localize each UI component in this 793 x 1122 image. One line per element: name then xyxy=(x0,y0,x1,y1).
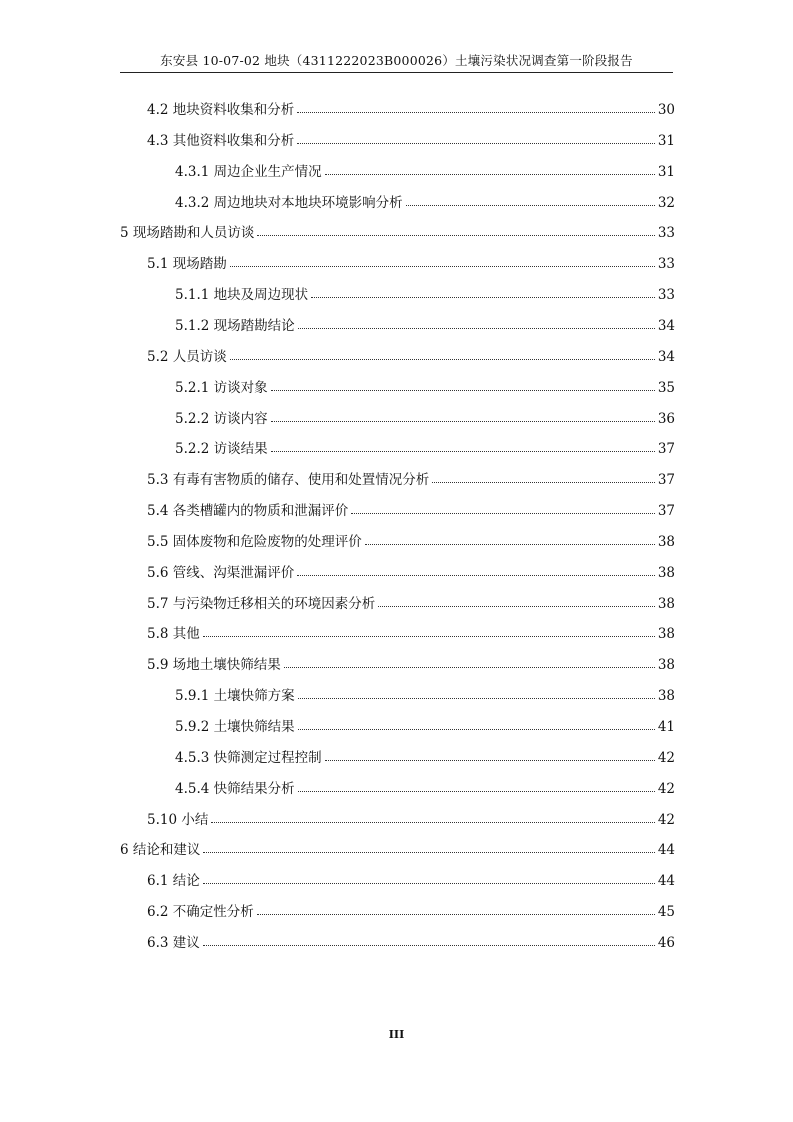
toc-entry-title: 5.5 固体废物和危险废物的处理评价 xyxy=(147,533,362,550)
toc-dot-leader xyxy=(203,852,654,853)
toc-entry-page: 38 xyxy=(657,657,675,674)
toc-entry[interactable] xyxy=(147,343,675,365)
toc-dot-leader xyxy=(365,544,655,545)
toc-entry-page: 38 xyxy=(657,564,675,581)
toc-entry-page: 46 xyxy=(657,934,675,951)
toc-entry-page: 38 xyxy=(657,533,675,550)
toc-entry-title: 5.2 人员访谈 xyxy=(147,348,227,365)
toc-entry-page: 42 xyxy=(657,811,675,828)
toc-entry-page: 30 xyxy=(657,102,675,118)
toc-entry-title: 5.7 与污染物迁移相关的环境因素分析 xyxy=(147,595,376,612)
toc-entry[interactable] xyxy=(175,374,675,396)
toc-entry-title: 5.2.1 访谈对象 xyxy=(175,379,268,396)
toc-entry[interactable] xyxy=(147,590,675,612)
toc-dot-leader xyxy=(297,112,655,113)
toc-entry-title: 5.1 现场踏勘 xyxy=(147,256,227,273)
toc-entry-page: 41 xyxy=(657,719,675,735)
toc-entry[interactable] xyxy=(175,158,675,180)
toc-dot-leader xyxy=(271,421,655,422)
toc-entry[interactable] xyxy=(147,620,675,642)
toc-entry-title: 5.4 各类槽罐内的物质和泄漏评价 xyxy=(147,503,349,520)
toc-entry-page: 32 xyxy=(657,194,675,211)
toc-entry-page: 31 xyxy=(657,163,675,180)
toc-entry-page: 34 xyxy=(657,348,675,365)
toc-entry[interactable] xyxy=(175,405,675,427)
toc-dot-leader xyxy=(298,328,655,329)
toc-entry[interactable] xyxy=(147,127,675,149)
toc-entry[interactable] xyxy=(175,775,675,797)
toc-entry[interactable] xyxy=(147,466,675,488)
toc-entry-page: 33 xyxy=(657,256,675,273)
toc-entry-page: 38 xyxy=(657,688,675,705)
toc-entry-title: 6.1 结论 xyxy=(147,873,200,890)
toc-entry-page: 37 xyxy=(657,503,675,520)
toc-dot-leader xyxy=(406,205,655,206)
toc-entry[interactable] xyxy=(147,559,675,581)
toc-dot-leader xyxy=(297,143,655,144)
toc-entry[interactable] xyxy=(147,929,675,951)
toc-entry-page: 37 xyxy=(657,472,675,489)
toc-entry-title: 5.9 场地土壤快筛结果 xyxy=(147,657,281,674)
toc-entry-title: 4.3.1 周边企业生产情况 xyxy=(175,163,322,180)
toc-entry[interactable] xyxy=(120,836,675,858)
toc-entry-page: 38 xyxy=(657,595,675,612)
toc-entry-page: 42 xyxy=(657,780,675,797)
toc-entry-page: 33 xyxy=(657,225,675,242)
toc-entry-page: 37 xyxy=(657,441,675,458)
toc-dot-leader xyxy=(351,513,655,514)
toc-entry[interactable] xyxy=(147,96,675,118)
toc-entry-title: 5.9.2 土壤快筛结果 xyxy=(175,719,295,735)
toc-dot-leader xyxy=(230,266,655,267)
toc-entry-title: 5.8 其他 xyxy=(147,626,200,643)
toc-dot-leader xyxy=(271,451,655,452)
toc-entry-title: 6.3 建议 xyxy=(147,934,200,951)
running-header: 东安县 10-07-02 地块（4311222023B000026）土壤污染状况调查第一阶段报告 xyxy=(160,53,633,68)
toc-dot-leader xyxy=(211,822,654,823)
toc-dot-leader xyxy=(298,729,655,730)
toc-dot-leader xyxy=(257,235,654,236)
toc-entry-title: 4.5.4 快筛结果分析 xyxy=(175,780,295,797)
toc-entry-page: 34 xyxy=(657,317,675,334)
toc-dot-leader xyxy=(230,359,655,360)
toc-dot-leader xyxy=(271,390,655,391)
toc-entry[interactable] xyxy=(120,219,675,241)
toc-entry[interactable] xyxy=(147,250,675,272)
toc-entry[interactable] xyxy=(175,281,675,303)
toc-entry-page: 38 xyxy=(657,626,675,643)
toc-entry-title: 6 结论和建议 xyxy=(120,842,201,859)
toc-dot-leader xyxy=(203,883,655,884)
toc-dot-leader xyxy=(325,760,655,761)
toc-dot-leader xyxy=(378,606,655,607)
toc-dot-leader xyxy=(311,297,655,298)
toc-entry-title: 4.5.3 快筛测定过程控制 xyxy=(175,749,322,766)
toc-entry-title: 5.2.2 访谈结果 xyxy=(175,441,268,458)
toc-entry-title: 5 现场踏勘和人员访谈 xyxy=(120,225,255,242)
header-rule xyxy=(120,72,673,73)
toc-entry[interactable] xyxy=(175,189,675,211)
toc-entry-title: 5.9.1 土壤快筛方案 xyxy=(175,688,295,705)
page-number: III xyxy=(388,1028,405,1041)
toc-dot-leader xyxy=(298,698,655,699)
toc-entry-title: 5.6 管线、沟渠泄漏评价 xyxy=(147,564,295,581)
toc-entry-title: 5.3 有毒有害物质的储存、使用和处置情况分析 xyxy=(147,472,430,489)
toc-dot-leader xyxy=(432,482,655,483)
toc-entry-title: 5.1.2 现场踏勘结论 xyxy=(175,317,295,334)
toc-entry-title: 5.2.2 访谈内容 xyxy=(175,410,268,427)
toc-dot-leader xyxy=(298,791,655,792)
toc-entry[interactable] xyxy=(147,867,675,889)
toc-dot-leader xyxy=(203,636,655,637)
toc-entry-title: 5.1.1 地块及周边现状 xyxy=(175,287,309,304)
toc-entry[interactable] xyxy=(175,312,675,334)
toc-entry-title: 6.2 不确定性分析 xyxy=(147,904,254,921)
toc-entry-page: 31 xyxy=(657,132,675,149)
toc-entry-page: 35 xyxy=(657,379,675,396)
toc-entry-title: 4.2 地块资料收集和分析 xyxy=(147,102,295,118)
toc-entry-title: 4.3.2 周边地块对本地块环境影响分析 xyxy=(175,194,403,211)
toc-dot-leader xyxy=(257,914,655,915)
toc-entry[interactable] xyxy=(175,682,675,704)
toc-dot-leader xyxy=(284,667,655,668)
toc-entry-page: 42 xyxy=(657,749,675,766)
toc-dot-leader xyxy=(297,575,655,576)
toc-entry-page: 44 xyxy=(657,873,675,890)
toc-entry[interactable] xyxy=(175,713,675,735)
toc-entry[interactable] xyxy=(175,435,675,457)
toc-entry[interactable] xyxy=(147,806,675,828)
toc-entry[interactable] xyxy=(147,528,675,550)
toc-entry-page: 45 xyxy=(657,904,675,921)
toc-entry[interactable] xyxy=(147,497,675,519)
toc-entry[interactable] xyxy=(147,651,675,673)
toc-entry-page: 44 xyxy=(657,842,675,859)
toc-entry-page: 33 xyxy=(657,287,675,304)
toc-entry-page: 36 xyxy=(657,410,675,427)
toc-entry-title: 5.10 小结 xyxy=(147,811,209,828)
toc-entry-title: 4.3 其他资料收集和分析 xyxy=(147,132,295,149)
toc-dot-leader xyxy=(325,174,655,175)
toc-dot-leader xyxy=(203,945,655,946)
toc-entry[interactable] xyxy=(175,744,675,766)
toc-entry[interactable] xyxy=(147,898,675,920)
